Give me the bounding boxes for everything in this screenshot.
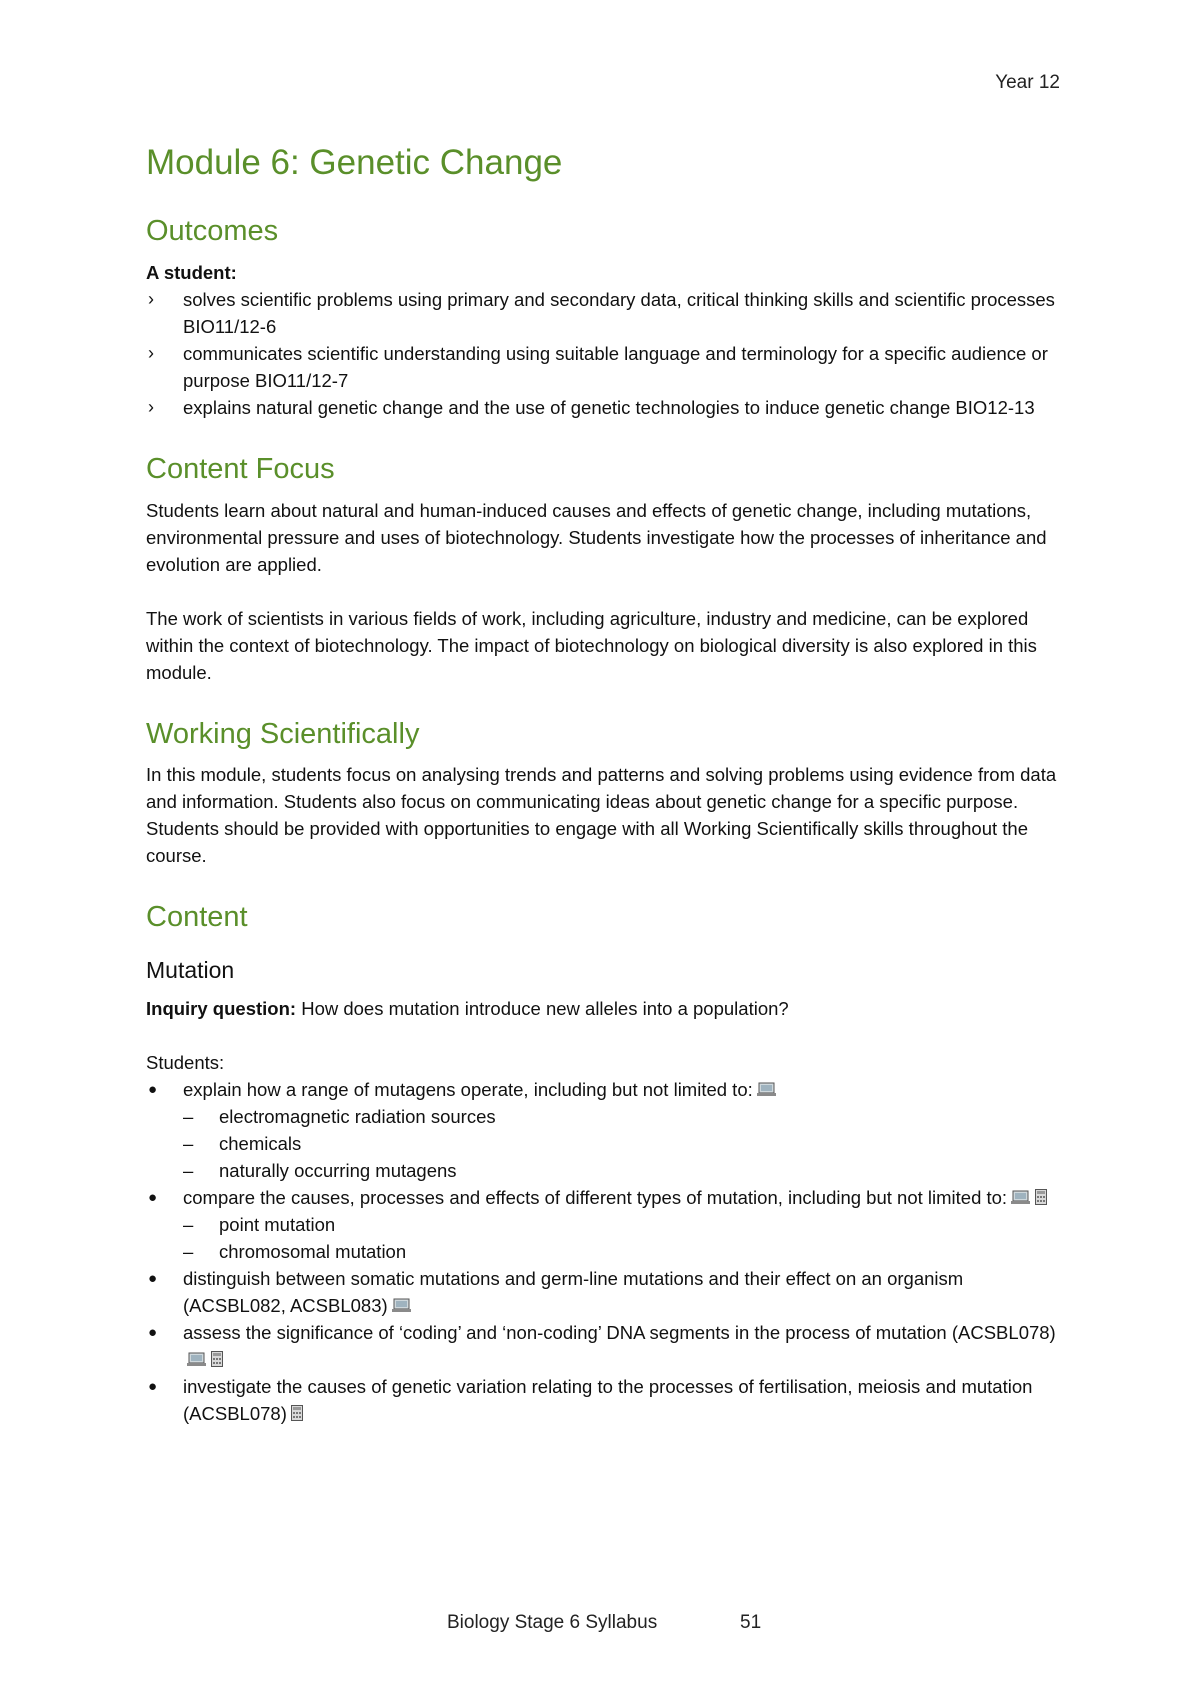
outcome-item: › explains natural genetic change and the use of genetic technologies to induce genetic change BIO12-13 xyxy=(146,394,1066,421)
outcomes-section xyxy=(146,214,1066,421)
chevron-bullet-icon: › xyxy=(148,342,154,363)
list-item: ● distinguish between somatic mutations and germ-line mutations and their effect on an organism (ACSBL082, ACSBL083) xyxy=(146,1265,1066,1319)
content-focus-paragraph: Students learn about natural and human-induced causes and effects of genetic change, including mutations, environmental pressure and uses of biotechnology. Students investigate how the processes of inheritance and evolution are applied. xyxy=(146,499,1047,575)
outcome-item: › communicates scientific understanding using suitable language and terminology for a specific audience or purpose BIO11/12-7 xyxy=(146,340,1066,394)
working-scientifically-heading: Working Scientifically xyxy=(146,717,420,750)
bullet-dot-icon: ● xyxy=(148,1269,158,1287)
working-scientifically-section xyxy=(146,717,1066,870)
computer-icon xyxy=(187,1352,207,1367)
content-focus-paragraph: The work of scientists in various fields of work, including agriculture, industry and medicine, can be explored within the context of biotechnology. The impact of biotechnology on biological diversity is also explored in this module. xyxy=(146,607,1037,683)
page-content xyxy=(146,142,1066,1427)
bullet-dot-icon: ● xyxy=(148,1188,158,1206)
calculator-icon xyxy=(291,1405,303,1421)
sub-list xyxy=(183,1103,1066,1184)
list-item: ● investigate the causes of genetic variation relating to the processes of fertilisation, meiosis and mutation (ACSBL078) xyxy=(146,1373,1066,1427)
sub-list xyxy=(183,1211,1066,1265)
sub-list-item: – chromosomal mutation xyxy=(183,1240,407,1262)
sub-list-item: – naturally occurring mutagens xyxy=(183,1159,457,1181)
list-item: ● assess the significance of ‘coding’ and ‘non-coding’ DNA segments in the process of mutation (ACSBL078) xyxy=(146,1319,1066,1373)
list-item: ● explain how a range of mutagens operate, including but not limited to: – electromagnetic radiation sources – chemicals – naturally occurring mutagens xyxy=(146,1076,1066,1184)
content-focus-heading: Content Focus xyxy=(146,452,335,485)
outcome-item: › solves scientific problems using primary and secondary data, critical thinking skills and scientific processes BIO11/12-6 xyxy=(146,286,1066,340)
students-label: Students: xyxy=(146,1051,225,1073)
list-item: ● compare the causes, processes and effects of different types of mutation, including but not limited to: – point mutation – chromosomal mutation xyxy=(146,1184,1066,1265)
computer-icon xyxy=(757,1082,777,1097)
calculator-icon xyxy=(1035,1189,1047,1205)
bullet-dot-icon: ● xyxy=(148,1080,158,1098)
running-head-year: Year 12 xyxy=(995,72,1060,93)
content-heading: Content xyxy=(146,901,248,934)
page-number: 51 xyxy=(740,1612,762,1633)
bullet-dot-icon: ● xyxy=(148,1377,158,1395)
outcomes-list xyxy=(146,286,1066,421)
module-title: Module 6: Genetic Change xyxy=(146,143,563,182)
mutation-subheading: Mutation xyxy=(146,957,235,984)
computer-icon xyxy=(1011,1190,1031,1205)
content-section xyxy=(146,900,1066,1426)
outcomes-lead: A student: xyxy=(146,261,237,283)
computer-icon xyxy=(392,1298,412,1313)
bullet-dot-icon: ● xyxy=(148,1323,158,1341)
footer-title: Biology Stage 6 Syllabus xyxy=(447,1612,658,1633)
calculator-icon xyxy=(211,1351,223,1367)
sub-list-item: – point mutation xyxy=(183,1213,336,1235)
chevron-bullet-icon: › xyxy=(148,288,154,309)
sub-list-item: – electromagnetic radiation sources xyxy=(183,1105,496,1127)
inquiry-question: Inquiry question: How does mutation introduce new alleles into a population? xyxy=(146,997,789,1019)
content-focus-section xyxy=(146,452,1066,686)
sub-list-item: – chemicals xyxy=(183,1132,302,1154)
outcomes-heading: Outcomes xyxy=(146,215,279,247)
content-bullets xyxy=(146,1076,1066,1427)
working-scientifically-paragraph: In this module, students focus on analysing trends and patterns and solving problems using evidence from data and information. Students also focus on communicating ideas about genetic change for a specific purpose. Students should be provided with opportunities to engage with all Working Scientifically skills throughout the course. xyxy=(146,764,1057,867)
chevron-bullet-icon: › xyxy=(148,396,154,417)
